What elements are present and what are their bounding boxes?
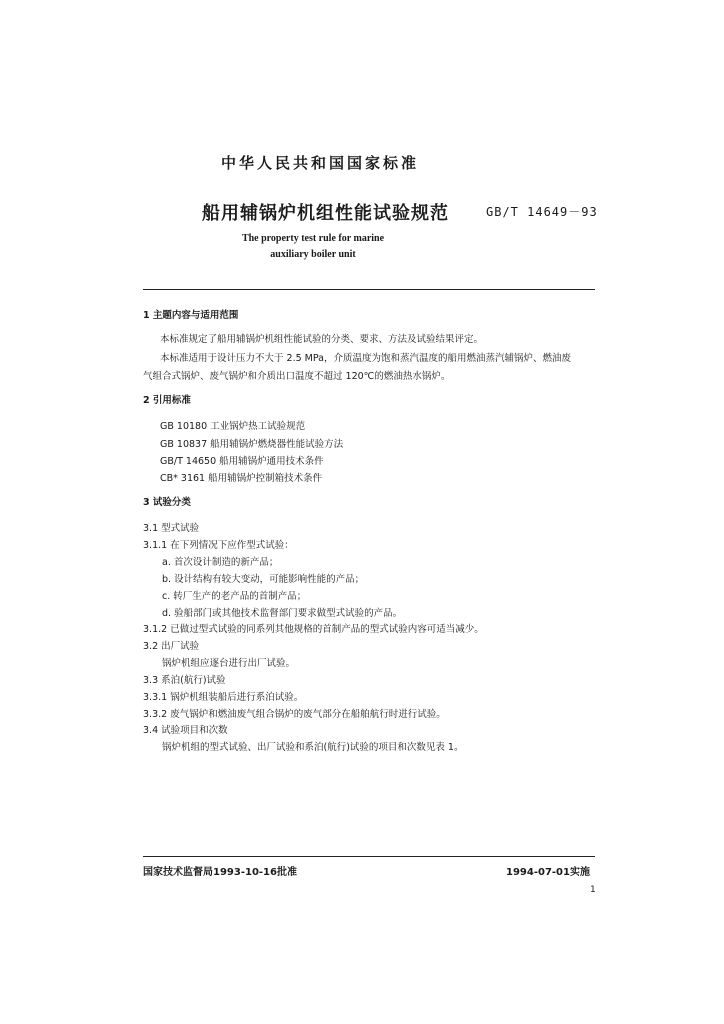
- footer-divider: [143, 856, 595, 857]
- approval-date: 国家技术监督局1993-10-16批准: [143, 867, 297, 878]
- section-3-heading: 3 试验分类: [143, 497, 191, 508]
- clause-3-3-1: 3.3.1 锅炉机组装船后进行系泊试验。: [143, 692, 304, 703]
- section-1-paragraph-1: 本标准规定了船用辅锅炉机组性能试验的分类、要求、方法及试验结果评定。: [160, 334, 484, 345]
- clause-3-2: 3.2 出厂试验: [143, 641, 200, 652]
- clause-3-4-paragraph: 锅炉机组的型式试验、出厂试验和系泊(航行)试验的项目和次数见表 1。: [162, 742, 464, 753]
- section-1-paragraph-2-line-1: 本标准适用于设计压力不大于 2.5 MPa，介质温度为饱和蒸汽温度的船用燃油蒸汽辅锅炉、燃油废: [160, 353, 571, 364]
- english-title-line2: auxiliary boiler unit: [270, 249, 356, 260]
- reference-item: CB* 3161 船用辅锅炉控制箱技术条件: [160, 473, 323, 484]
- section-1-paragraph-2-line-2: 气组合式锅炉、废气锅炉和介质出口温度不超过 120℃的燃油热水锅炉。: [143, 371, 451, 382]
- list-item: c. 转厂生产的老产品的首制产品；: [162, 591, 307, 602]
- reference-item: GB 10837 船用辅锅炉燃烧器性能试验方法: [160, 439, 344, 450]
- clause-3-3: 3.3 系泊(航行)试验: [143, 675, 226, 686]
- list-item: a. 首次设计制造的新产品；: [162, 557, 279, 568]
- header-divider: [143, 289, 595, 290]
- clause-3-1: 3.1 型式试验: [143, 523, 200, 534]
- section-1-heading: 1 主题内容与适用范围: [143, 310, 239, 321]
- list-item: d. 验船部门或其他技术监督部门要求做型式试验的产品。: [162, 608, 403, 619]
- page-number: 1: [590, 885, 596, 895]
- clause-3-1-2: 3.1.2 已做过型式试验的同系列其他规格的首制产品的型式试验内容可适当减少。: [143, 624, 484, 635]
- reference-item: GB 10180 工业锅炉热工试验规范: [160, 421, 306, 432]
- list-item: b. 设计结构有较大变动，可能影响性能的产品；: [162, 574, 365, 585]
- national-standard-heading: 中华人民共和国国家标准: [220, 154, 419, 172]
- section-2-heading: 2 引用标准: [143, 395, 191, 406]
- clause-3-4: 3.4 试验项目和次数: [143, 725, 228, 736]
- clause-3-3-2: 3.3.2 废气锅炉和燃油废气组合锅炉的废气部分在船舶航行时进行试验。: [143, 709, 446, 720]
- clause-3-1-1: 3.1.1 在下列情况下应作型式试验：: [143, 540, 294, 551]
- english-title-line1: The property test rule for marine: [241, 233, 385, 244]
- standard-title: 船用辅锅炉机组性能试验规范: [202, 203, 449, 224]
- reference-item: GB/T 14650 船用辅锅炉通用技术条件: [160, 456, 324, 467]
- implementation-date: 1994-07-01实施: [506, 867, 590, 878]
- clause-3-2-paragraph: 锅炉机组应逐台进行出厂试验。: [162, 658, 296, 669]
- standard-code: GB/T 14649－93: [486, 205, 598, 219]
